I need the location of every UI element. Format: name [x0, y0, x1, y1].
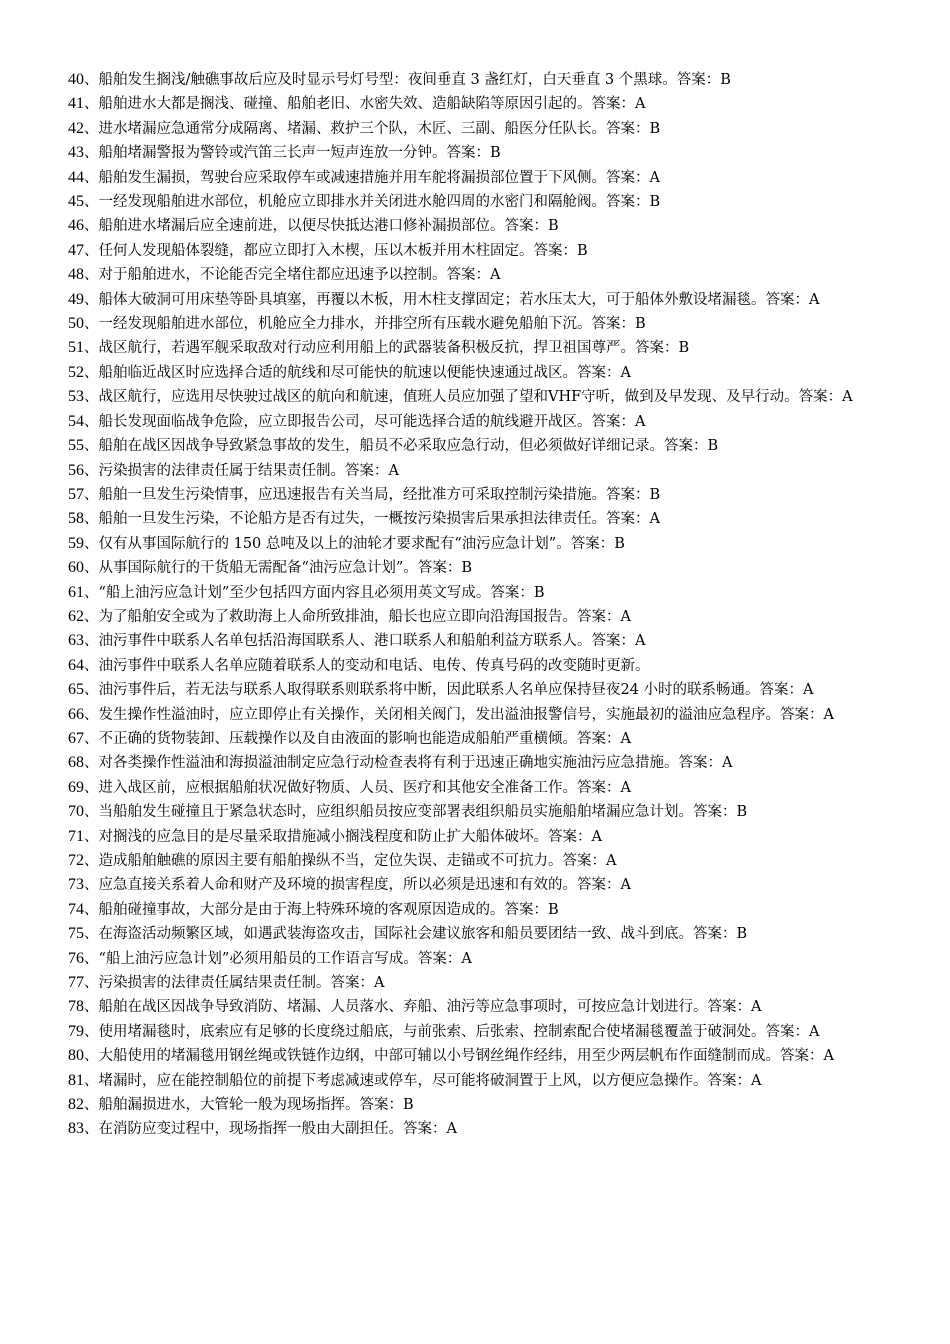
- question-item: [68, 459, 898, 483]
- question-text: 、污染损害的法律责任属于结果责任制。答案：A: [84, 462, 399, 479]
- question-item: [68, 629, 898, 653]
- question-text: 、“船上油污应急计划”必须用船员的工作语言写成。答案：A: [84, 950, 472, 967]
- question-item: [68, 312, 898, 336]
- question-item: [68, 434, 898, 458]
- question-text: 、造成船舶触礁的原因主要有船舶操纵不当，定位失误、走锚或不可抗力。答案：A: [84, 853, 617, 869]
- question-item: [68, 703, 898, 727]
- question-number: 48: [68, 266, 84, 284]
- question-text: 、船舶发生漏损，驾驶台应采取停车或减速措施并用车舵将漏损部位置于下风侧。答案：A: [84, 169, 660, 186]
- question-item: [68, 581, 898, 605]
- question-item: [68, 727, 898, 751]
- question-item: [68, 825, 898, 849]
- question-number: 82: [68, 1096, 84, 1114]
- question-number: 61: [68, 583, 84, 601]
- question-number: 43: [68, 144, 84, 162]
- question-number: 50: [68, 315, 84, 333]
- question-number: 42: [68, 119, 84, 137]
- question-number: 52: [68, 363, 84, 381]
- question-number: 63: [68, 632, 84, 650]
- question-text: 、“船上油污应急计划”至少包括四方面内容且必须用英文写成。答案：B: [84, 584, 545, 601]
- question-number: 70: [68, 803, 84, 821]
- question-number: 53: [68, 388, 84, 406]
- question-number: 80: [68, 1047, 84, 1065]
- question-number: 76: [68, 949, 84, 967]
- question-number: 83: [68, 1120, 84, 1138]
- question-number: 59: [68, 534, 84, 552]
- question-text: 、船舶临近战区时应选择合适的航线和尽可能快的航速以便能快速通过战区。答案：A: [84, 364, 631, 381]
- question-number: 66: [68, 705, 84, 723]
- question-number: 81: [68, 1071, 84, 1089]
- question-number: 57: [68, 485, 84, 503]
- question-text: 、任何人发现船体裂缝，都应立即打入木楔，压以木板并用木柱固定。答案：B: [84, 242, 588, 259]
- question-item: [68, 483, 898, 507]
- question-text: 、在消防应变过程中，现场指挥一般由大副担任。答案：A: [84, 1121, 457, 1138]
- question-number: 60: [68, 559, 84, 577]
- question-item: [68, 873, 898, 897]
- question-item: [68, 898, 898, 922]
- question-text: 、对于船舶进水，不论能否完全堵住都应迅速予以控制。答案：A: [84, 267, 501, 284]
- question-text: 、仅有从事国际航行的 150 总吨及以上的油轮才要求配有“油污应急计划”。答案：B: [84, 535, 625, 552]
- question-item: [68, 507, 898, 531]
- question-text: 、堵漏时，应在能控制船位的前提下考虑减速或停车，尽可能将破洞置于上风，以方便应急操作。答案：A: [84, 1072, 762, 1089]
- question-number: 56: [68, 461, 84, 479]
- question-text: 、应急直接关系着人命和财产及环境的损害程度，所以必须是迅速和有效的。答案：A: [84, 877, 631, 894]
- question-number: 54: [68, 412, 84, 430]
- question-number: 74: [68, 900, 84, 918]
- question-text: 、船长发现面临战争危险，应立即报告公司，尽可能选择合适的航线避开战区。答案：A: [84, 413, 646, 430]
- question-text: 、船舶进水堵漏后应全速前进，以便尽快抵达港口修补漏损部位。答案：B: [84, 218, 559, 235]
- question-text: 、使用堵漏毯时，底索应有足够的长度绕过船底，与前张索、后张索、控制索配合使堵漏毯覆盖于破洞处。答案：A: [84, 1023, 820, 1040]
- question-item: [68, 117, 898, 141]
- question-item: [68, 68, 898, 92]
- question-item: [68, 532, 898, 556]
- question-item: [68, 776, 898, 800]
- question-item: [68, 995, 898, 1019]
- question-number: 69: [68, 778, 84, 796]
- question-text: 、在海盗活动频繁区域，如遇武装海盗攻击，国际社会建议旅客和船员要团结一致、战斗到底。答案：B: [84, 926, 748, 943]
- question-text: 、油污事件中联系人名单包括沿海国联系人、港口联系人和船舶利益方联系人。答案：A: [84, 633, 646, 650]
- question-text: 、不正确的货物装卸、压载操作以及自由液面的影响也能造成船舶严重横倾。答案：A: [84, 730, 631, 747]
- question-text: 、发生操作性溢油时，应立即停止有关操作，关闭相关阀门，发出溢油报警信号，实施最初的溢油应急程序。答案：A: [84, 706, 834, 723]
- question-text: 、一经发现船舶进水部位，机舱应立即排水并关闭进水舱四周的水密门和隔舱阀。答案：B: [84, 194, 661, 211]
- question-item: [68, 410, 898, 434]
- question-text: 、船舶进水大都是搁浅、碰撞、船舶老旧、水密失效、造船缺陷等原因引起的。答案：A: [84, 96, 646, 113]
- question-item: [68, 214, 898, 238]
- question-text: 、战区航行，应选用尽快驶过战区的航向和航速，值班人员应加强了望和VHF守听，做到及早发现、及早行动。答案：A: [84, 389, 853, 406]
- question-number: 75: [68, 925, 84, 943]
- question-item: [68, 1020, 898, 1044]
- question-item: [68, 336, 898, 360]
- question-text: 、从事国际航行的干货船无需配备“油污应急计划”。答案：B: [84, 560, 472, 577]
- question-text: 、船舶在战区因战争导致消防、堵漏、人员落水、弃船、油污等应急事项时，可按应急计划进行。答案：A: [84, 999, 762, 1016]
- question-item: [68, 1117, 898, 1141]
- question-item: [68, 654, 898, 678]
- question-text: 、大船使用的堵漏毯用钢丝绳或铁链作边纲，中部可辅以小号钢丝绳作经纬，用至少两层帆布作面缝制而成。答案：A: [84, 1048, 834, 1065]
- question-number: 64: [68, 656, 84, 674]
- question-text: 、船舶一旦发生污染，不论船方是否有过失，一概按污染损害后果承担法律责任。答案：A: [84, 511, 660, 528]
- question-number: 58: [68, 510, 84, 528]
- question-number: 41: [68, 95, 84, 113]
- question-item: [68, 239, 898, 263]
- question-text: 、油污事件中联系人名单应随着联系人的变动和电话、电传、传真号码的改变随时更新。: [84, 657, 650, 674]
- question-item: [68, 922, 898, 946]
- question-item: [68, 263, 898, 287]
- question-item: [68, 556, 898, 580]
- question-number: 65: [68, 681, 84, 699]
- question-item: [68, 92, 898, 116]
- question-number: 77: [68, 974, 84, 992]
- question-number: 68: [68, 754, 84, 772]
- question-item: [68, 361, 898, 385]
- question-text: 、当船舶发生碰撞且于紧急状态时，应组织船员按应变部署表组织船员实施船舶堵漏应急计划。答案：B: [84, 804, 748, 821]
- question-item: [68, 141, 898, 165]
- question-item: [68, 751, 898, 775]
- question-text: 、船舶一旦发生污染情事，应迅速报告有关当局，经批准方可采取控制污染措施。答案：B: [84, 486, 661, 503]
- question-number: 45: [68, 193, 84, 211]
- question-item: [68, 190, 898, 214]
- question-text: 、为了船舶安全或为了救助海上人命所致排油，船长也应立即向沿海国报告。答案：A: [84, 608, 631, 625]
- question-text: 、对搁浅的应急目的是尽量采取措施减小搁浅程度和防止扩大船体破坏。答案：A: [84, 828, 602, 845]
- question-number: 40: [68, 71, 84, 88]
- question-item: [68, 1069, 898, 1093]
- question-number: 73: [68, 876, 84, 894]
- question-text: 、船舶堵漏警报为警铃或汽笛三长声一短声连放一分钟。答案：B: [84, 145, 501, 162]
- question-item: [68, 971, 898, 995]
- question-number: 51: [68, 339, 84, 357]
- question-text: 、船舶在战区因战争导致紧急事故的发生，船员不必采取应急行动，但必须做好详细记录。答案：B: [84, 438, 719, 455]
- question-number: 47: [68, 241, 84, 259]
- question-item: [68, 385, 898, 409]
- question-item: [68, 678, 898, 702]
- question-item: [68, 1044, 898, 1068]
- question-item: [68, 605, 898, 629]
- question-number: 67: [68, 729, 84, 747]
- question-text: 、船舶碰撞事故，大部分是由于海上特殊环境的客观原因造成的。答案：B: [84, 901, 559, 918]
- question-item: [68, 947, 898, 971]
- question-number: 55: [68, 437, 84, 455]
- question-item: [68, 1093, 898, 1117]
- question-number: 79: [68, 1022, 84, 1040]
- question-item: [68, 288, 898, 312]
- question-item: [68, 849, 898, 873]
- question-number: 44: [68, 168, 84, 186]
- question-number: 49: [68, 290, 84, 308]
- question-number: 62: [68, 607, 84, 625]
- question-number: 78: [68, 998, 84, 1016]
- question-text: 、进入战区前，应根据船舶状况做好物质、人员、医疗和其他安全准备工作。答案：A: [84, 779, 631, 796]
- question-text: 、进水堵漏应急通常分成隔离、堵漏、救护三个队，木匠、三副、船医分任队长。答案：B: [84, 120, 661, 137]
- question-item: [68, 166, 898, 190]
- question-number: 71: [68, 827, 84, 845]
- question-item: [68, 800, 898, 824]
- question-text: 、对各类操作性溢油和海损溢油制定应急行动检查表将有利于迅速正确地实施油污应急措施。答案：A: [84, 755, 733, 772]
- question-text: 、战区航行，若遇军舰采取敌对行动应利用船上的武器装备积极反抗，捍卫祖国尊严。答案：B: [84, 340, 690, 357]
- question-text: 、污染损害的法律责任属结果责任制。答案：A: [84, 975, 385, 992]
- question-text: 、船舶发生搁浅/触礁事故后应及时显示号灯号型：夜间垂直 3 盏红灯，白天垂直 3 个黑球。答案：B: [84, 72, 731, 88]
- question-number: 72: [68, 852, 84, 869]
- question-text: 、船舶漏损进水，大管轮一般为现场指挥。答案：B: [84, 1097, 414, 1114]
- question-text: 、油污事件后，若无法与联系人取得联系则联系将中断，因此联系人名单应保持昼夜24 小时的联系畅通。答案：A: [84, 682, 814, 699]
- question-number: 46: [68, 217, 84, 235]
- question-text: 、船体大破洞可用床垫等卧具填塞，再覆以木板，用木柱支撑固定；若水压太大，可于船体外敷设堵漏毯。答案：A: [84, 291, 820, 308]
- question-text: 、一经发现船舶进水部位，机舱应全力排水，并排空所有压载水避免船舶下沉。答案：B: [84, 316, 646, 333]
